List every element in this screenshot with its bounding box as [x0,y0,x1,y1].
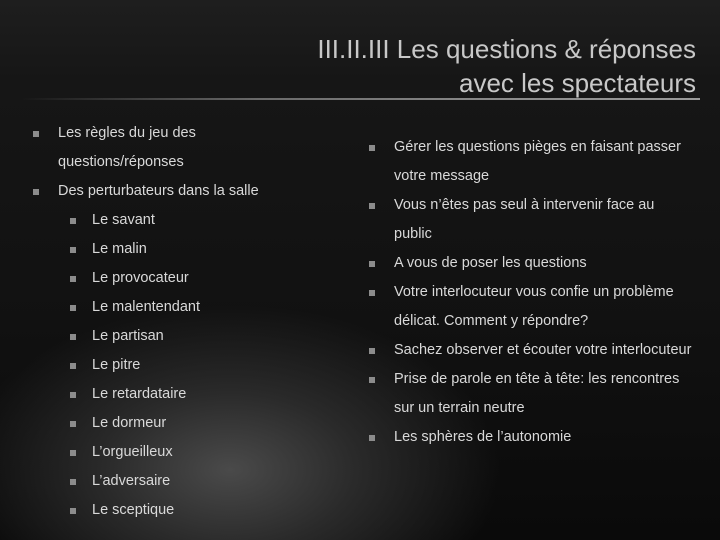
list-item [366,365,696,423]
square-bullet-icon [70,247,76,253]
right-bullet-list [366,133,696,452]
sub-list-item-text: L’adversaire [92,473,171,489]
list-item [366,336,696,365]
square-bullet-icon [369,290,375,296]
sub-list-item [30,264,330,293]
list-item-text: Prise de parole en tête à tête: les rencontres sur un terrain neutre [394,371,680,416]
sub-list-item-text: Le malentendant [92,299,201,315]
sub-list-item-text: Le pitre [92,357,141,373]
list-item [366,278,696,336]
list-item [366,249,696,278]
sub-list-item [30,293,330,322]
square-bullet-icon [369,203,375,209]
list-item [366,133,696,191]
square-bullet-icon [369,377,375,383]
square-bullet-icon [70,276,76,282]
sub-list-item [30,235,330,264]
square-bullet-icon [70,450,76,456]
sub-list-item [30,322,330,351]
square-bullet-icon [369,261,375,267]
square-bullet-icon [70,363,76,369]
list-item-text: A vous de poser les questions [394,255,587,271]
sub-list-item [30,467,330,496]
slide-title-line-2: avec les spectateurs [458,68,696,98]
sub-list-item [30,409,330,438]
sub-list-item-text: Le malin [92,241,147,257]
sub-list-item-text: Le savant [92,212,155,228]
list-item-text: Les sphères de l’autonomie [394,429,572,445]
list-item [30,177,330,206]
sub-list-item-text: Le partisan [92,328,164,344]
list-item-text: Gérer les questions pièges en faisant passer votre message [394,139,681,184]
list-item [30,119,243,177]
sub-list-item [30,380,330,409]
square-bullet-icon [70,305,76,311]
sub-list-item [30,496,330,525]
sub-list-item [30,438,330,467]
square-bullet-icon [70,508,76,514]
sub-list-item-text: Le dormeur [92,415,167,431]
list-item-text: Les règles du jeu des questions/réponses [58,125,196,170]
list-item-text: Vous n’êtes pas seul à intervenir face au public [394,197,655,242]
slide-title-line-1: III.II.III Les questions & réponses [317,34,696,64]
list-item-text: Des perturbateurs dans la salle [58,183,259,199]
sub-list-item [30,351,330,380]
sub-list-item-text: L’orgueilleux [92,444,173,460]
list-item [366,191,696,249]
square-bullet-icon [70,218,76,224]
square-bullet-icon [70,392,76,398]
square-bullet-icon [33,131,39,137]
square-bullet-icon [70,479,76,485]
list-item-text: Votre interlocuteur vous confie un problème délicat. Comment y répondre? [394,284,674,329]
list-item-text: Sachez observer et écouter votre interlocuteur [394,342,692,358]
sub-list-item-text: Le retardataire [92,386,187,402]
left-bullet-list [30,119,330,525]
sub-list-item [30,206,330,235]
square-bullet-icon [33,189,39,195]
title-divider [20,98,700,100]
square-bullet-icon [369,435,375,441]
square-bullet-icon [70,334,76,340]
square-bullet-icon [70,421,76,427]
sub-list-item-text: Le provocateur [92,270,189,286]
slide-title [317,32,696,100]
square-bullet-icon [369,145,375,151]
square-bullet-icon [369,348,375,354]
list-item [366,423,696,452]
sub-list-item-text: Le sceptique [92,502,175,518]
